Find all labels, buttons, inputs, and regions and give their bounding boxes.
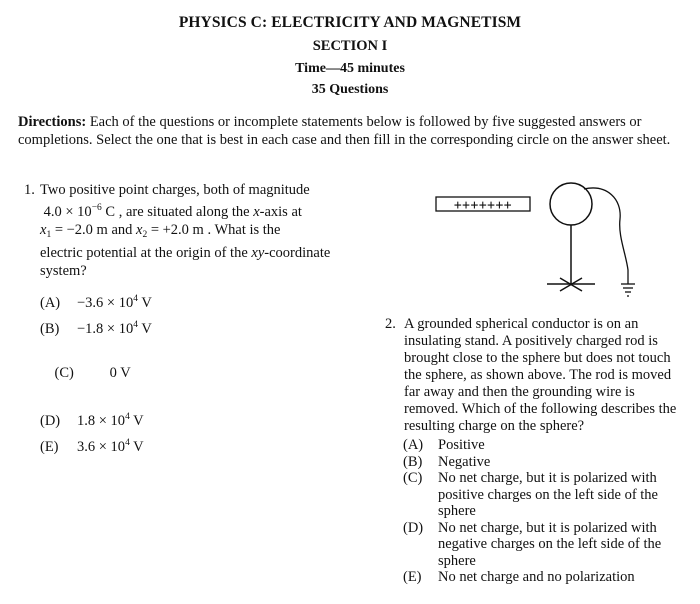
ground-icon: [621, 284, 635, 296]
answer-choice[interactable]: (A) Positive: [403, 437, 485, 453]
q1-line: system?: [40, 263, 87, 279]
directions-text: Each of the questions or incomplete statements below is followed by five suggested answers or completions. Select the one that is best in each case and then fill in the corresponding circle on the answer sheet.: [18, 114, 671, 148]
directions-label: Directions:: [18, 114, 87, 130]
question-number: 2.: [385, 316, 396, 332]
q1-line: $4.0 \times 10^{-6}$ C , are situated along the x-axis at: [43, 203, 302, 220]
time-limit: Time—45 minutes: [295, 61, 405, 76]
question-count: 35 Questions: [311, 82, 389, 97]
answer-choice[interactable]: (C) No net charge, but it is polarized with positive charges on the left side of the sphere: [403, 470, 658, 519]
question-1: [18, 181, 348, 280]
answer-choice[interactable]: (D) $1.8 \times 10^4$ V: [40, 412, 144, 429]
answer-choice[interactable]: $(B) -1.8 \times 10^4$ V: [40, 320, 152, 337]
q1-line: electric potential at the origin of the xy-coordinate: [40, 245, 331, 261]
q1-line: $x_1 = -2.0$ m and $x_2 = +2.0$ m . What is the: [40, 222, 281, 240]
answer-choice[interactable]: (E) No net charge and no polarization: [403, 569, 635, 585]
question-text: [40, 181, 348, 280]
question-2: [385, 316, 690, 435]
rod-charges: +++++++: [453, 198, 513, 213]
q2-choices: [403, 437, 693, 586]
directions: [18, 113, 686, 149]
question-text: A grounded spherical conductor is on an insulating stand. A positively charged rod is brought close to the sphere but does not touch the sphere, as shown above. The rod is moved far away and then the grounding wire is removed. Which of the following describes the resulting charge on the sphere?: [404, 316, 677, 434]
q1-line: Two positive point charges, both of magnitude: [40, 182, 310, 198]
grounding-wire: [584, 188, 628, 284]
page-title: PHYSICS C: ELECTRICITY AND MAGNETISM: [178, 14, 522, 31]
section-label: SECTION I: [312, 38, 388, 54]
answer-choice[interactable]: (C) 0 V: [54, 365, 131, 381]
question-number: 1.: [24, 182, 35, 198]
answer-choice[interactable]: $(A) -3.6 \times 10^4$ V: [40, 294, 152, 311]
answer-choice[interactable]: (D) No net charge, but it is polarized with negative charges on the left side of the sphere: [403, 519, 662, 569]
q1-choices: [40, 288, 152, 458]
answer-choice[interactable]: (E) $3.6 \times 10^4$ V: [40, 438, 144, 455]
answer-choice[interactable]: (B) Negative: [403, 453, 491, 470]
sphere-diagram: [432, 174, 652, 304]
